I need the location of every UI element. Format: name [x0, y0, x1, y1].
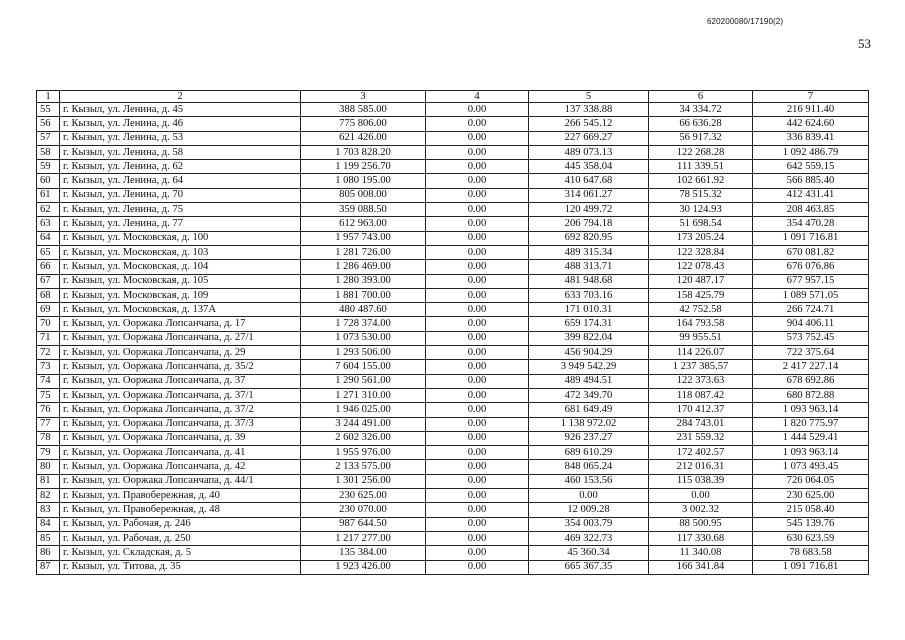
- table-cell-col-3: 1 281 726.00: [301, 245, 426, 259]
- table-cell-col-5: 1 138 972.02: [529, 417, 649, 431]
- table-cell-col-6: 158 425.79: [649, 288, 753, 302]
- table-cell-col-5: 266 545.12: [529, 117, 649, 131]
- table-cell-col-2: г. Кызыл, ул. Ленина, д. 75: [60, 203, 301, 217]
- page-number: 53: [858, 36, 871, 51]
- table-cell-col-3: 1 703 828.20: [301, 145, 426, 159]
- table-cell-col-1: 71: [37, 331, 60, 345]
- table-cell-col-4: 0.00: [426, 231, 529, 245]
- table-cell-col-2: г. Кызыл, ул. Московская, д. 100: [60, 231, 301, 245]
- table-cell-col-5: 692 820.95: [529, 231, 649, 245]
- table-cell-col-6: 118 087.42: [649, 388, 753, 402]
- table-cell-col-2: г. Кызыл, ул. Ооржака Лопсанчапа, д. 17: [60, 317, 301, 331]
- table-cell-col-3: 1 946 025.00: [301, 403, 426, 417]
- column-header-4: 4: [426, 91, 529, 103]
- table-row: [37, 360, 869, 374]
- table-cell-col-1: 70: [37, 317, 60, 331]
- table-cell-col-3: 1 290 561.00: [301, 374, 426, 388]
- table-cell-col-2: г. Кызыл, ул. Московская, д. 103: [60, 245, 301, 259]
- table-cell-col-1: 75: [37, 388, 60, 402]
- table-cell-col-6: 122 328.84: [649, 245, 753, 259]
- table-cell-col-7: 630 623.59: [753, 531, 869, 545]
- table-row: [37, 331, 869, 345]
- table-cell-col-2: г. Кызыл, ул. Ленина, д. 77: [60, 217, 301, 231]
- table-cell-col-2: г. Кызыл, ул. Ленина, д. 46: [60, 117, 301, 131]
- table-cell-col-4: 0.00: [426, 431, 529, 445]
- table-cell-col-2: г. Кызыл, ул. Складская, д. 5: [60, 546, 301, 560]
- table-cell-col-7: 2 417 227.14: [753, 360, 869, 374]
- table-cell-col-5: 848 065.24: [529, 460, 649, 474]
- table-cell-col-6: 111 339.51: [649, 160, 753, 174]
- table-cell-col-2: г. Кызыл, ул. Рабочая, д. 250: [60, 531, 301, 545]
- table-cell-col-3: 1 199 256.70: [301, 160, 426, 174]
- table-cell-col-7: 354 470.28: [753, 217, 869, 231]
- table-cell-col-1: 64: [37, 231, 60, 245]
- table-cell-col-2: г. Кызыл, ул. Ооржака Лопсанчапа, д. 29: [60, 346, 301, 360]
- table-cell-col-6: 30 124.93: [649, 203, 753, 217]
- table-cell-col-5: 171 010.31: [529, 303, 649, 317]
- table-cell-col-3: 805 008.00: [301, 188, 426, 202]
- table-cell-col-1: 81: [37, 474, 60, 488]
- table-cell-col-1: 66: [37, 260, 60, 274]
- table-cell-col-5: 399 822.04: [529, 331, 649, 345]
- table-cell-col-1: 55: [37, 103, 60, 117]
- table-row: [37, 160, 869, 174]
- table-cell-col-5: 926 237.27: [529, 431, 649, 445]
- table-cell-col-5: 3 949 542.29: [529, 360, 649, 374]
- table-row: [37, 474, 869, 488]
- table-cell-col-6: 34 334.72: [649, 103, 753, 117]
- table-cell-col-4: 0.00: [426, 331, 529, 345]
- table-cell-col-1: 78: [37, 431, 60, 445]
- table-cell-col-5: 460 153.56: [529, 474, 649, 488]
- table-cell-col-6: 284 743.01: [649, 417, 753, 431]
- table-cell-col-7: 722 375.64: [753, 346, 869, 360]
- table-cell-col-5: 633 703.16: [529, 288, 649, 302]
- table-cell-col-7: 1 444 529.41: [753, 431, 869, 445]
- table-row: [37, 503, 869, 517]
- table-cell-col-1: 69: [37, 303, 60, 317]
- table-cell-col-6: 56 917.32: [649, 131, 753, 145]
- table-cell-col-2: г. Кызыл, ул. Ооржака Лопсанчапа, д. 39: [60, 431, 301, 445]
- table-cell-col-2: г. Кызыл, ул. Московская, д. 109: [60, 288, 301, 302]
- table-cell-col-3: 230 625.00: [301, 489, 426, 503]
- table-cell-col-7: 545 139.76: [753, 517, 869, 531]
- table-cell-col-5: 489 315.34: [529, 245, 649, 259]
- table-cell-col-6: 0.00: [649, 489, 753, 503]
- table-cell-col-6: 88 500.95: [649, 517, 753, 531]
- table-cell-col-1: 60: [37, 174, 60, 188]
- table-cell-col-6: 212 016.31: [649, 460, 753, 474]
- table-cell-col-2: г. Кызыл, ул. Ленина, д. 62: [60, 160, 301, 174]
- table-cell-col-7: 1 091 716.81: [753, 231, 869, 245]
- table-cell-col-6: 1 237 385.57: [649, 360, 753, 374]
- table-row: [37, 303, 869, 317]
- table-cell-col-1: 79: [37, 446, 60, 460]
- table-row: [37, 174, 869, 188]
- table-cell-col-3: 230 070.00: [301, 503, 426, 517]
- table-cell-col-6: 78 515.32: [649, 188, 753, 202]
- table-cell-col-3: 1 881 700.00: [301, 288, 426, 302]
- table-cell-col-1: 58: [37, 145, 60, 159]
- table-cell-col-4: 0.00: [426, 217, 529, 231]
- table-cell-col-2: г. Кызыл, ул. Ленина, д. 53: [60, 131, 301, 145]
- table-cell-col-7: 1 091 716.81: [753, 560, 869, 574]
- table-cell-col-2: г. Кызыл, ул. Ооржака Лопсанчапа, д. 27/1: [60, 331, 301, 345]
- table-cell-col-3: 1 286 469.00: [301, 260, 426, 274]
- table-cell-col-7: 678 692.86: [753, 374, 869, 388]
- table-cell-col-5: 314 061.27: [529, 188, 649, 202]
- table-cell-col-1: 57: [37, 131, 60, 145]
- table-cell-col-2: г. Кызыл, ул. Ленина, д. 45: [60, 103, 301, 117]
- table-cell-col-4: 0.00: [426, 160, 529, 174]
- table-cell-col-3: 359 088.50: [301, 203, 426, 217]
- column-header-3: 3: [301, 91, 426, 103]
- table-row: [37, 145, 869, 159]
- table-cell-col-7: 1 089 571.05: [753, 288, 869, 302]
- table-header-row: [37, 91, 869, 103]
- table-row: [37, 217, 869, 231]
- table-cell-col-1: 59: [37, 160, 60, 174]
- table-cell-col-3: 775 806.00: [301, 117, 426, 131]
- table-cell-col-4: 0.00: [426, 446, 529, 460]
- table-row: [37, 560, 869, 574]
- table-cell-col-1: 77: [37, 417, 60, 431]
- table-cell-col-5: 481 948.68: [529, 274, 649, 288]
- table-cell-col-6: 117 330.68: [649, 531, 753, 545]
- table-cell-col-3: 3 244 491.00: [301, 417, 426, 431]
- table-cell-col-4: 0.00: [426, 260, 529, 274]
- table-cell-col-2: г. Кызыл, ул. Ленина, д. 70: [60, 188, 301, 202]
- table-cell-col-3: 1 271 310.00: [301, 388, 426, 402]
- table-cell-col-3: 1 293 506.00: [301, 346, 426, 360]
- table-cell-col-6: 114 226.07: [649, 346, 753, 360]
- table-cell-col-4: 0.00: [426, 360, 529, 374]
- table-cell-col-3: 1 280 393.00: [301, 274, 426, 288]
- table-cell-col-6: 166 341.84: [649, 560, 753, 574]
- table-cell-col-2: г. Кызыл, ул. Ленина, д. 58: [60, 145, 301, 159]
- table-cell-col-6: 51 698.54: [649, 217, 753, 231]
- table-cell-col-6: 122 268.28: [649, 145, 753, 159]
- table-cell-col-5: 137 338.88: [529, 103, 649, 117]
- table-cell-col-5: 206 794.18: [529, 217, 649, 231]
- table-cell-col-4: 0.00: [426, 188, 529, 202]
- table-cell-col-4: 0.00: [426, 460, 529, 474]
- table-cell-col-3: 1 080 195.00: [301, 174, 426, 188]
- table-cell-col-4: 0.00: [426, 403, 529, 417]
- table-cell-col-3: 135 384.00: [301, 546, 426, 560]
- table-cell-col-1: 84: [37, 517, 60, 531]
- table-cell-col-1: 85: [37, 531, 60, 545]
- table-cell-col-7: 1 073 493.45: [753, 460, 869, 474]
- table-cell-col-2: г. Кызыл, ул. Московская, д. 104: [60, 260, 301, 274]
- table-cell-col-1: 67: [37, 274, 60, 288]
- table-cell-col-4: 0.00: [426, 346, 529, 360]
- table-cell-col-2: г. Кызыл, ул. Ооржака Лопсанчапа, д. 37: [60, 374, 301, 388]
- table-cell-col-5: 227 669.27: [529, 131, 649, 145]
- table-cell-col-5: 45 360.34: [529, 546, 649, 560]
- table-cell-col-1: 62: [37, 203, 60, 217]
- table-cell-col-4: 0.00: [426, 489, 529, 503]
- data-table: [36, 90, 869, 575]
- table-cell-col-4: 0.00: [426, 245, 529, 259]
- table-cell-col-2: г. Кызыл, ул. Ооржака Лопсанчапа, д. 37/2: [60, 403, 301, 417]
- table-cell-col-2: г. Кызыл, ул. Московская, д. 137А: [60, 303, 301, 317]
- table-cell-col-7: 642 559.15: [753, 160, 869, 174]
- table-row: [37, 517, 869, 531]
- column-header-1: 1: [37, 91, 60, 103]
- table-cell-col-1: 82: [37, 489, 60, 503]
- table-cell-col-6: 3 002.32: [649, 503, 753, 517]
- document-code: 620200080/17190(2): [707, 17, 784, 26]
- table-cell-col-4: 0.00: [426, 303, 529, 317]
- table-cell-col-4: 0.00: [426, 531, 529, 545]
- table-cell-col-6: 164 793.58: [649, 317, 753, 331]
- table-cell-col-5: 665 367.35: [529, 560, 649, 574]
- table-cell-col-2: г. Кызыл, ул. Ооржака Лопсанчапа, д. 35/2: [60, 360, 301, 374]
- table-cell-col-1: 73: [37, 360, 60, 374]
- table-cell-col-4: 0.00: [426, 117, 529, 131]
- table-cell-col-3: 1 073 530.00: [301, 331, 426, 345]
- table-cell-col-3: 1 955 976.00: [301, 446, 426, 460]
- table-cell-col-4: 0.00: [426, 131, 529, 145]
- table-cell-col-6: 170 412.37: [649, 403, 753, 417]
- table-cell-col-5: 681 649.49: [529, 403, 649, 417]
- table-cell-col-5: 489 073.13: [529, 145, 649, 159]
- table-cell-col-2: г. Кызыл, ул. Рабочая, д. 246: [60, 517, 301, 531]
- table-cell-col-1: 74: [37, 374, 60, 388]
- table-cell-col-1: 72: [37, 346, 60, 360]
- table-row: [37, 546, 869, 560]
- table-cell-col-7: 676 076.86: [753, 260, 869, 274]
- table-cell-col-4: 0.00: [426, 546, 529, 560]
- table-cell-col-5: 472 349.70: [529, 388, 649, 402]
- table-cell-col-3: 2 602 326.00: [301, 431, 426, 445]
- table-cell-col-4: 0.00: [426, 145, 529, 159]
- table-cell-col-6: 231 559.32: [649, 431, 753, 445]
- table-row: [37, 431, 869, 445]
- table-cell-col-3: 1 923 426.00: [301, 560, 426, 574]
- table-cell-col-4: 0.00: [426, 203, 529, 217]
- table-cell-col-5: 456 904.29: [529, 346, 649, 360]
- table-cell-col-4: 0.00: [426, 274, 529, 288]
- table-cell-col-2: г. Кызыл, ул. Титова, д. 35: [60, 560, 301, 574]
- table-cell-col-6: 102 661.92: [649, 174, 753, 188]
- table-cell-col-5: 410 647.68: [529, 174, 649, 188]
- table-cell-col-6: 172 402.57: [649, 446, 753, 460]
- table-cell-col-7: 680 872.88: [753, 388, 869, 402]
- table-cell-col-2: г. Кызыл, ул. Ооржака Лопсанчапа, д. 37/1: [60, 388, 301, 402]
- table-cell-col-1: 65: [37, 245, 60, 259]
- table-row: [37, 231, 869, 245]
- table-cell-col-6: 11 340.08: [649, 546, 753, 560]
- table-cell-col-6: 122 078.43: [649, 260, 753, 274]
- table-cell-col-4: 0.00: [426, 503, 529, 517]
- table-cell-col-7: 573 752.45: [753, 331, 869, 345]
- table-cell-col-3: 7 604 155.00: [301, 360, 426, 374]
- table-cell-col-6: 115 038.39: [649, 474, 753, 488]
- table-cell-col-5: 489 494.51: [529, 374, 649, 388]
- table-cell-col-5: 488 313.71: [529, 260, 649, 274]
- table-cell-col-7: 216 911.40: [753, 103, 869, 117]
- table-cell-col-7: 904 406.11: [753, 317, 869, 331]
- table-cell-col-7: 1 092 486.79: [753, 145, 869, 159]
- table-cell-col-7: 230 625.00: [753, 489, 869, 503]
- table-cell-col-4: 0.00: [426, 288, 529, 302]
- table-cell-col-3: 1 301 256.00: [301, 474, 426, 488]
- table-row: [37, 260, 869, 274]
- table-row: [37, 274, 869, 288]
- table-cell-col-3: 480 487.60: [301, 303, 426, 317]
- table-row: [37, 188, 869, 202]
- table-cell-col-2: г. Кызыл, ул. Ооржака Лопсанчапа, д. 44/1: [60, 474, 301, 488]
- table-row: [37, 446, 869, 460]
- table-cell-col-1: 87: [37, 560, 60, 574]
- table-cell-col-4: 0.00: [426, 374, 529, 388]
- table-cell-col-1: 68: [37, 288, 60, 302]
- table-cell-col-3: 388 585.00: [301, 103, 426, 117]
- table-cell-col-2: г. Кызыл, ул. Московская, д. 105: [60, 274, 301, 288]
- table-cell-col-1: 80: [37, 460, 60, 474]
- table-cell-col-7: 677 957.15: [753, 274, 869, 288]
- table-cell-col-6: 99 955.51: [649, 331, 753, 345]
- table-row: [37, 489, 869, 503]
- table-cell-col-3: 2 133 575.00: [301, 460, 426, 474]
- table-cell-col-7: 336 839.41: [753, 131, 869, 145]
- table-cell-col-6: 173 205.24: [649, 231, 753, 245]
- table-row: [37, 346, 869, 360]
- table-cell-col-5: 354 003.79: [529, 517, 649, 531]
- table-cell-col-1: 83: [37, 503, 60, 517]
- table-cell-col-1: 76: [37, 403, 60, 417]
- table-row: [37, 317, 869, 331]
- table-cell-col-7: 566 885.40: [753, 174, 869, 188]
- table-cell-col-4: 0.00: [426, 103, 529, 117]
- table-cell-col-4: 0.00: [426, 388, 529, 402]
- table-row: [37, 531, 869, 545]
- table-cell-col-6: 66 636.28: [649, 117, 753, 131]
- table-cell-col-1: 63: [37, 217, 60, 231]
- table-cell-col-2: г. Кызыл, ул. Ооржака Лопсанчапа, д. 37/3: [60, 417, 301, 431]
- table-cell-col-7: 1 093 963.14: [753, 403, 869, 417]
- table-cell-col-3: 1 957 743.00: [301, 231, 426, 245]
- table-cell-col-7: 726 064.05: [753, 474, 869, 488]
- table-row: [37, 374, 869, 388]
- table-row: [37, 131, 869, 145]
- table-cell-col-3: 612 963.00: [301, 217, 426, 231]
- table-row: [37, 460, 869, 474]
- table-cell-col-5: 120 499.72: [529, 203, 649, 217]
- table-cell-col-5: 445 358.04: [529, 160, 649, 174]
- table-cell-col-1: 86: [37, 546, 60, 560]
- table-cell-col-7: 412 431.41: [753, 188, 869, 202]
- table-cell-col-2: г. Кызыл, ул. Правобережная, д. 40: [60, 489, 301, 503]
- table-cell-col-6: 122 373.63: [649, 374, 753, 388]
- table-cell-col-7: 442 624.60: [753, 117, 869, 131]
- table-cell-col-2: г. Кызыл, ул. Ленина, д. 64: [60, 174, 301, 188]
- table-cell-col-7: 208 463.85: [753, 203, 869, 217]
- table-cell-col-5: 469 322.73: [529, 531, 649, 545]
- table-cell-col-6: 42 752.58: [649, 303, 753, 317]
- table-cell-col-2: г. Кызыл, ул. Ооржака Лопсанчапа, д. 42: [60, 460, 301, 474]
- table-cell-col-4: 0.00: [426, 560, 529, 574]
- table-cell-col-5: 659 174.31: [529, 317, 649, 331]
- column-header-2: 2: [60, 91, 301, 103]
- table-cell-col-4: 0.00: [426, 417, 529, 431]
- table-row: [37, 403, 869, 417]
- table-cell-col-3: 621 426.00: [301, 131, 426, 145]
- table-cell-col-7: 1 820 775.97: [753, 417, 869, 431]
- table-cell-col-3: 987 644.50: [301, 517, 426, 531]
- table-row: [37, 117, 869, 131]
- table-cell-col-5: 689 610.29: [529, 446, 649, 460]
- table-row: [37, 245, 869, 259]
- table-row: [37, 388, 869, 402]
- column-header-7: 7: [753, 91, 869, 103]
- column-header-6: 6: [649, 91, 753, 103]
- table-cell-col-1: 56: [37, 117, 60, 131]
- table-cell-col-4: 0.00: [426, 474, 529, 488]
- table-cell-col-7: 1 093 963.14: [753, 446, 869, 460]
- column-header-5: 5: [529, 91, 649, 103]
- table-row: [37, 417, 869, 431]
- table-cell-col-4: 0.00: [426, 317, 529, 331]
- table-cell-col-5: 0.00: [529, 489, 649, 503]
- table-cell-col-7: 78 683.58: [753, 546, 869, 560]
- table-cell-col-1: 61: [37, 188, 60, 202]
- table-cell-col-7: 670 081.82: [753, 245, 869, 259]
- table-cell-col-4: 0.00: [426, 517, 529, 531]
- table-cell-col-3: 1 728 374.00: [301, 317, 426, 331]
- table-row: [37, 203, 869, 217]
- table-cell-col-6: 120 487.17: [649, 274, 753, 288]
- table-cell-col-7: 215 058.40: [753, 503, 869, 517]
- table-cell-col-4: 0.00: [426, 174, 529, 188]
- table-row: [37, 103, 869, 117]
- table-cell-col-3: 1 217 277.00: [301, 531, 426, 545]
- table-cell-col-2: г. Кызыл, ул. Правобережная, д. 48: [60, 503, 301, 517]
- table-cell-col-7: 266 724.71: [753, 303, 869, 317]
- table-cell-col-2: г. Кызыл, ул. Ооржака Лопсанчапа, д. 41: [60, 446, 301, 460]
- table-row: [37, 288, 869, 302]
- table-cell-col-5: 12 009.28: [529, 503, 649, 517]
